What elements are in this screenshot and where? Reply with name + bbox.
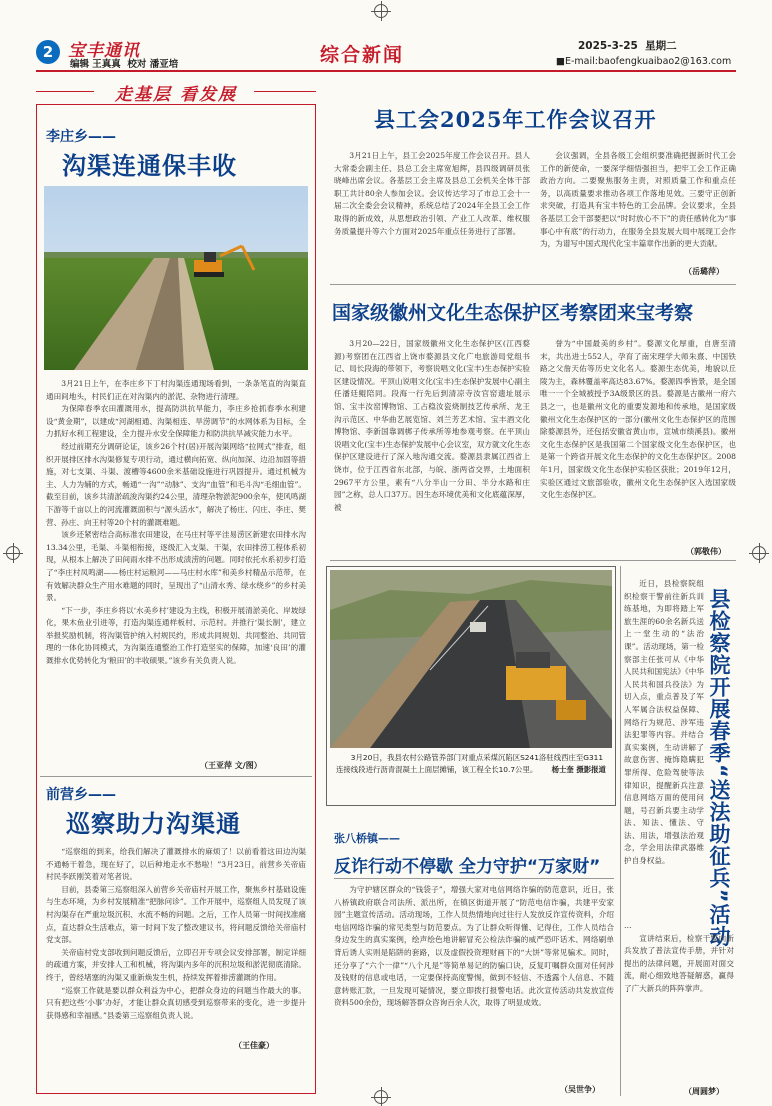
lizhuang-paragraph: 为保障春季农田灌溉用水，提高防洪抗旱能力，李庄乡抢抓春季水利建设“黄金期”，以建成“河湖相通、沟渠相连、旱涝调节”的水网体系为目标，全力抓好水利工程建设，全力提升水安全保障能力和防洪抗旱减灾能力水平。 <box>46 404 306 439</box>
procuratorate-col-top: 近日，县检察院组织检察干警前往新兵训练基地，为即将踏上军旅生涯的60余名新兵送上一堂生动的“法治课”。活动现场，第一检察部主任张可从《中华人民共和国宪法》《中华人民共和国兵役法》为切入点，重点普及了军人军属合法权益保障、网络行为规范、涉军违法犯罪等内容。并结合真实案例，生动讲解了故意伤害、掩饰隐瞒犯罪所得、危险驾驶等法律知识，提醒新兵注意信息网络万面的使用问题，号召新兵要主动学法、知法、懂法、守法、用法，增强法治观念，学会用法律武器维护自身权益。 <box>624 579 704 866</box>
lizhuang-kicker: 李庄乡—— <box>46 129 116 145</box>
qianying-title: 巡察助力沟渠通 <box>66 810 241 838</box>
anti-fraud-rule <box>334 878 614 879</box>
right-divider-1 <box>330 284 736 285</box>
lizhuang-title: 沟渠连通保丰收 <box>62 152 237 180</box>
left-divider <box>40 776 312 777</box>
page-number-badge <box>36 40 60 64</box>
procuratorate-left-rule <box>620 566 621 1096</box>
qianying-kicker: 前营乡—— <box>46 787 116 803</box>
procuratorate-paragraph: 宣讲结束后，检察干警向新兵发放了普法宣传手册，并针对提出的法律问题，开展面对面交流，耐心细致地答疑解惑，赢得了广大新兵的阵阵掌声。 <box>624 933 734 993</box>
staff-line: 编辑 王真真 校对 潘亚培 <box>70 59 179 70</box>
column-banner <box>36 78 316 106</box>
registration-mark-right <box>752 546 766 560</box>
procuratorate-title: 县检察院开展春季“送法助征兵”活动 <box>707 588 731 948</box>
anti-fraud-byline: （吴世争） <box>560 1085 600 1094</box>
union-title: 县工会2025年工作会议召开 <box>374 107 657 132</box>
canal-photo-svg <box>44 186 308 370</box>
anti-fraud-kicker: 张八桥镇—— <box>334 832 400 845</box>
registration-mark-left <box>6 546 20 560</box>
anti-fraud-title: 反诈行动不停歇 全力守护“万家财” <box>334 857 601 877</box>
column-banner-text: 走基层 看发展 <box>115 85 237 105</box>
lizhuang-byline: （王亚萍 文/图） <box>200 761 262 770</box>
right-divider-2 <box>330 560 736 561</box>
qianying-byline: （王佳豪） <box>234 1041 274 1050</box>
procuratorate-col-bottom <box>624 920 734 1090</box>
registration-mark-bottom <box>374 1090 388 1104</box>
huizhou-byline: （郭敬伟） <box>686 547 726 556</box>
page-number: 2 <box>42 43 54 61</box>
road-caption <box>336 752 608 800</box>
road-caption-text: 3月20日，我县农村公路管养部门对重点采煤沉陷区S241洛驻线西庄至G311连接线段进行沥青混凝土上面层摊铺，该工程全长10.7公里。 <box>336 753 604 774</box>
road-photo-svg <box>330 570 612 748</box>
procuratorate-byline: （周圆梦） <box>684 1087 724 1096</box>
email-line: ■E-mail:baofengkuaibao2@163.com <box>556 56 732 67</box>
lizhuang-body <box>46 378 306 758</box>
qianying-paragraph: “巡察工作就是要以群众利益为中心，把群众身边的问题当作最大的事。只有把这些‘小事’办好，才能让群众真切感受到巡察带来的变化，进一步提升获得感和幸福感。”县委第三巡察组负责人说。 <box>46 985 306 1020</box>
huizhou-title: 国家级徽州文化生态保护区考察团来宝考察 <box>332 302 694 324</box>
procuratorate-continuation: … <box>624 921 632 930</box>
qianying-paragraph: “巡察组的到来，给我们解决了灌溉排水的麻烦了！以前看着这田边沟渠不通畅干着急，现在好了，以后种地走水不愁啦！”3月23日，前营乡关帝庙村民李跃刚笑着对笔者说。 <box>46 847 306 882</box>
union-byline: （岳璐萍） <box>684 267 724 276</box>
header-rule <box>36 70 736 72</box>
lizhuang-paragraph: “下一步，李庄乡将以‘水美乡村’建设为主线，积极开展清淤美化、岸坡绿化，果木鱼业引进等，打造沟渠连通样板村、示范村。并推行‘渠长制’，建立举报奖励机制，将沟渠管护纳入村规民约，形成共同规划、共同整治、共同管理的一体化协同模式，为沟渠连通整治工作打造坚实的保障，加速‘良田’的灌溉排水优势转化为‘粮田’的丰收硕果。”该乡有关负责人说。 <box>46 605 306 666</box>
qianying-paragraph: 关帝庙村党支部收到问题反馈后，立即召开专项会议安排部署，制定详细的疏通方案，并安排人工和机械，将沟渠内多年的沉积垃圾和淤泥彻底清除。终于，曾经堵塞的沟渠又重新焕发生机，持续发挥着排涝灌溉的作用。 <box>46 947 306 982</box>
road-caption-byline: 杨士奎 摄影报道 <box>551 765 606 774</box>
canal-photo <box>44 186 308 370</box>
masthead: 宝丰通讯 <box>68 41 140 61</box>
qianying-paragraph: 目前，县委第三巡察组深入前营乡关帝庙村开展工作，聚焦乡村基础设施与生态环境，为乡村发展精准“把脉问诊”。工作开展中，巡察组人员发现了该村沟渠存在严重垃圾沉积、水流不畅的问题。之后，工作人员第一时间找准痛点，直达群众生活难点，第一时间下发了整改建议书，将问题反馈给关帝庙村党支部。 <box>46 884 306 945</box>
anti-fraud-body: 为守护辖区群众的“钱袋子”，增强大家对电信网络诈骗的防范意识，近日，张八桥镇政府联合司法所、派出所，在镇区街道开展了“防范电信诈骗，共建平安家园”主题宣传活动。活动现场，工作人员热情地向过往行人发放反诈宣传资料，介绍电信网络诈骗的常见类型与防范要点。为了让群众听得懂、记得住，工作人员结合身边发生的真实案例，绘声绘色地讲解冒充公检法诈骗的威严恐吓话术、网络刷单背后诱人实则是陷阱的套路，以及虚假投资理财画下的“大饼”等常见骗术。同时，还分享了“六个一律”“八个凡是”等简单易记的防骗口诀，反复叮嘱群众面对任何涉及钱财的信息或电话，一定要保持高度警惕，做到不轻信、不透露个人信息、不随意转账汇款，一旦发现可疑情况，要立即拨打报警电话。此次宣传活动共发放宣传资料500余份，现场解答群众咨询百余人次，取得了明显成效。 <box>334 885 614 1008</box>
registration-mark-top <box>374 4 388 18</box>
lizhuang-paragraph: 该乡还紧密结合高标准农田建设，在马庄村等平洼易涝区新建农田排水沟13.34公里，毛渠、斗渠相衔接，逐级汇入支渠、干渠，农田排涝工程体系初现，从根本上解决了田间雨水排不出形成渍涝的问题。同时依托水系初步打造了“李庄村凤鸣湖——杨庄村运粮河——马庄村水库”和美乡村精品示范带，在有效解决群众生产用水难题的同时，呈现出了“山清水秀、绿水绕乡”的乡村美景。 <box>46 530 306 603</box>
huizhou-col1: 3月20—22日，国家级徽州文化生态保护区(江西婺源)考察团在江西省上饶市婺源县文化广电旅游局党组书记、局长段海的带领下，考察说唱文化(宝丰)生态保护实验区建设情况。平顶山说唱文化(宝丰)生态保护发展中心副主任潘廷鲲陪同。段海一行先后到清凉寺汝官窑遗址展示馆、宝丰汝窑博物馆、工占稳汝瓷烧制技艺传承所、龙王沟示范区、中华曲艺展览馆、刘兰芳艺术馆、宝丰酒文化博物馆、李新国靠调梆子传承所等地参观考察。在平顶山说唱文化(宝丰)生态保护发展中心会议室，双方就文化生态保护区建设进行了深入地沟通交流。婺源县隶属江西省上饶市，位于江西省东北部，与皖、浙两省交界，土地面积2967平方公里，素有“八分半山一分田、半分水路和庄园”之称，总人口37万。因生态环境优美和文化底蕴深厚，被 <box>334 339 530 512</box>
section-title: 综合新闻 <box>320 44 405 66</box>
qianying-body <box>46 846 306 1038</box>
huizhou-col2: 誉为“中国最美的乡村”。婺源文化厚重，自唐至清末，共出进士552人，孕育了南宋理学大师朱熹、中国铁路之父詹天佑等历史文化名人。婺源生态优美，地貌以丘陵为主，森林覆盖率高达83.67%。婺源四季皆景，是全国唯一一个全城被授予3A级景区的县。婺源是古徽州一府六县之一，也是徽州文化的重要发源地和传承地，是国家级徽州文化生态保护区的一部分(徽州文化生态保护区的范围除婺源县外，还包括安徽省黄山市，宣城市绩溪县)。徽州文化生态保护区是我国第二个国家级文化生态保护区，也是第一个跨省开展文化生态保护的文化生态保护区。2008年1月，国家级文化生态保护实验区获批；2019年12月，实验区通过文旅部验收，徽州文化生态保护区入选国家级文化生态保护区。 <box>540 339 736 500</box>
issue-date: 2025-3-25 星期二 <box>578 40 677 52</box>
lizhuang-paragraph: 经过前期充分调研论证，该乡26个村(居)开展沟渠网络“拉网式”排查，组织开展排区排水沟渠修复专项行动，通过横向拓宽、纵向加深、边沿加固等措施，对七支渠、斗渠、渡槽等4600余米基础设施进行巩固提升。通过机械为主、人力为辅的方式，畅通“一沟”“动脉”、支沟“血管”和毛斗沟“毛细血管”。截至目前，该乡共清淤疏浚沟渠约24公里，清理杂物淤泥900余车，使风鸣湖下游等千亩以上的河流灌溉面积与“源头活水”，解决了杨庄、闪庄、李庄、樊营、孙庄、向王村等20个村的灌溉难题。 <box>46 441 306 527</box>
union-col1: 3月21日上午，县工会2025年度工作会议召开。县人大常委会副主任、县总工会主席宽旭辉，县四级调研员张晓峰出席会议。各基层工会主席及县总工会机关全体干部职工共计80余人参加会议。会议传达学习了市总工会十一届二次全委会会议精神，系统总结了2024年全县工会工作取得的新成效，从思想政治引领、产业工人改革、维权服务质量提升等六个方面对2025年重点任务进行了部署。 <box>334 151 530 236</box>
union-col2: 会议强调，全县各级工会组织要准确把握新时代工会工作的新使命，一要深学细悟强担当，把牢工会工作正确政治方向。二要聚焦服务主责，对照质量工作和重点任务，以高质量要求推动各项工作落地见效。三要守正创新求突破，打造具有宝丰特色的工会品牌。会议要求，全县各基层工会干部要把以“时时放心不下”的责任感转化为“事事心中有底”的行动力，在服务全县发展大局中展现工会作为，为谱写中国式现代化宝丰篇章作出新的更大贡献。 <box>540 151 736 249</box>
road-photo <box>330 570 612 748</box>
lizhuang-paragraph: 3月21日上午，在李庄乡下丁村沟渠连通现场看到，一条条笔直的沟渠直通田间地头，村民们正在对沟渠内的淤泥、杂物进行清理。 <box>46 379 306 401</box>
